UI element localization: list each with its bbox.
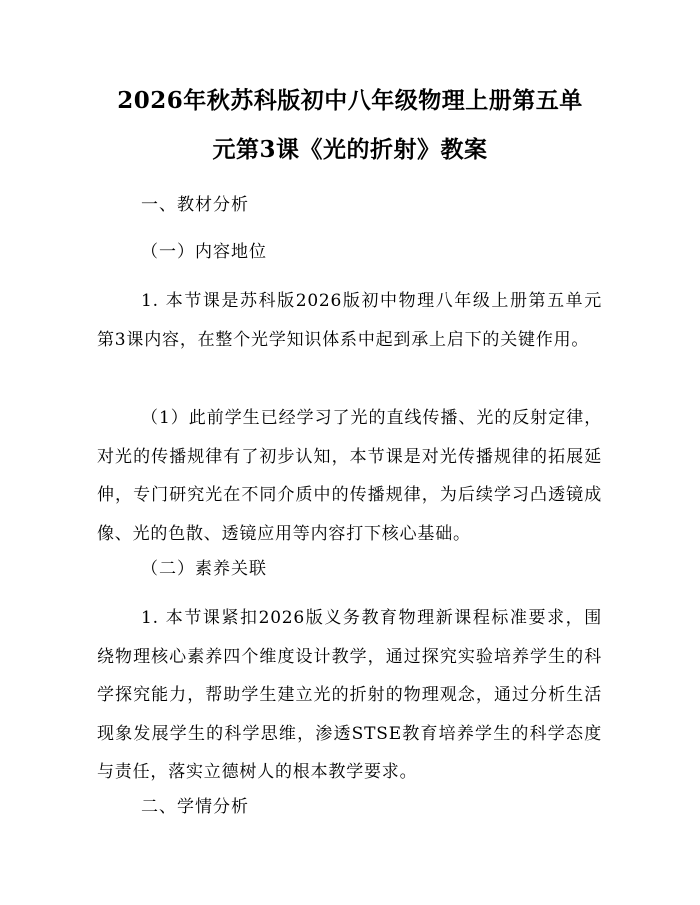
document-title-line-1: 2026年秋苏科版初中八年级物理上册第五单 (117, 87, 583, 114)
subsection-heading-content-position: （一）内容地位 (141, 242, 267, 262)
paragraph-content-position: 1. 本节课是苏科版2026版初中物理八年级上册第五单元第3课内容，在整个光学知识体系中起到承上启下的关键作用。 (97, 291, 602, 350)
subsection-heading-literacy-link: （二）素养关联 (141, 559, 267, 579)
paragraph-prior-knowledge: （1）此前学生已经学习了光的直线传播、光的反射定律，对光的传播规律有了初步认知，本节课是对光传播规律的拓展延伸，专门研究光在不同介质中的传播规律，为后续学习凸透镜成像、光的色散、透镜应用等内容打下核心基础。 (97, 408, 602, 544)
section-heading-student-analysis: 二、学情分析 (141, 797, 249, 817)
document-title-line-2: 元第3课《光的折射》教案 (212, 136, 488, 163)
paragraph-literacy-link: 1. 本节课紧扣2026版义务教育物理新课程标准要求，围绕物理核心素养四个维度设计教学，通过探究实验培养学生的科学探究能力，帮助学生建立光的折射的物理观念，通过分析生活现象发展学生的科学思维，渗透STSE教育培养学生的科学态度与责任，落实立德树人的根本教学要求。 (97, 608, 602, 782)
section-heading-textbook-analysis: 一、教材分析 (141, 195, 249, 215)
